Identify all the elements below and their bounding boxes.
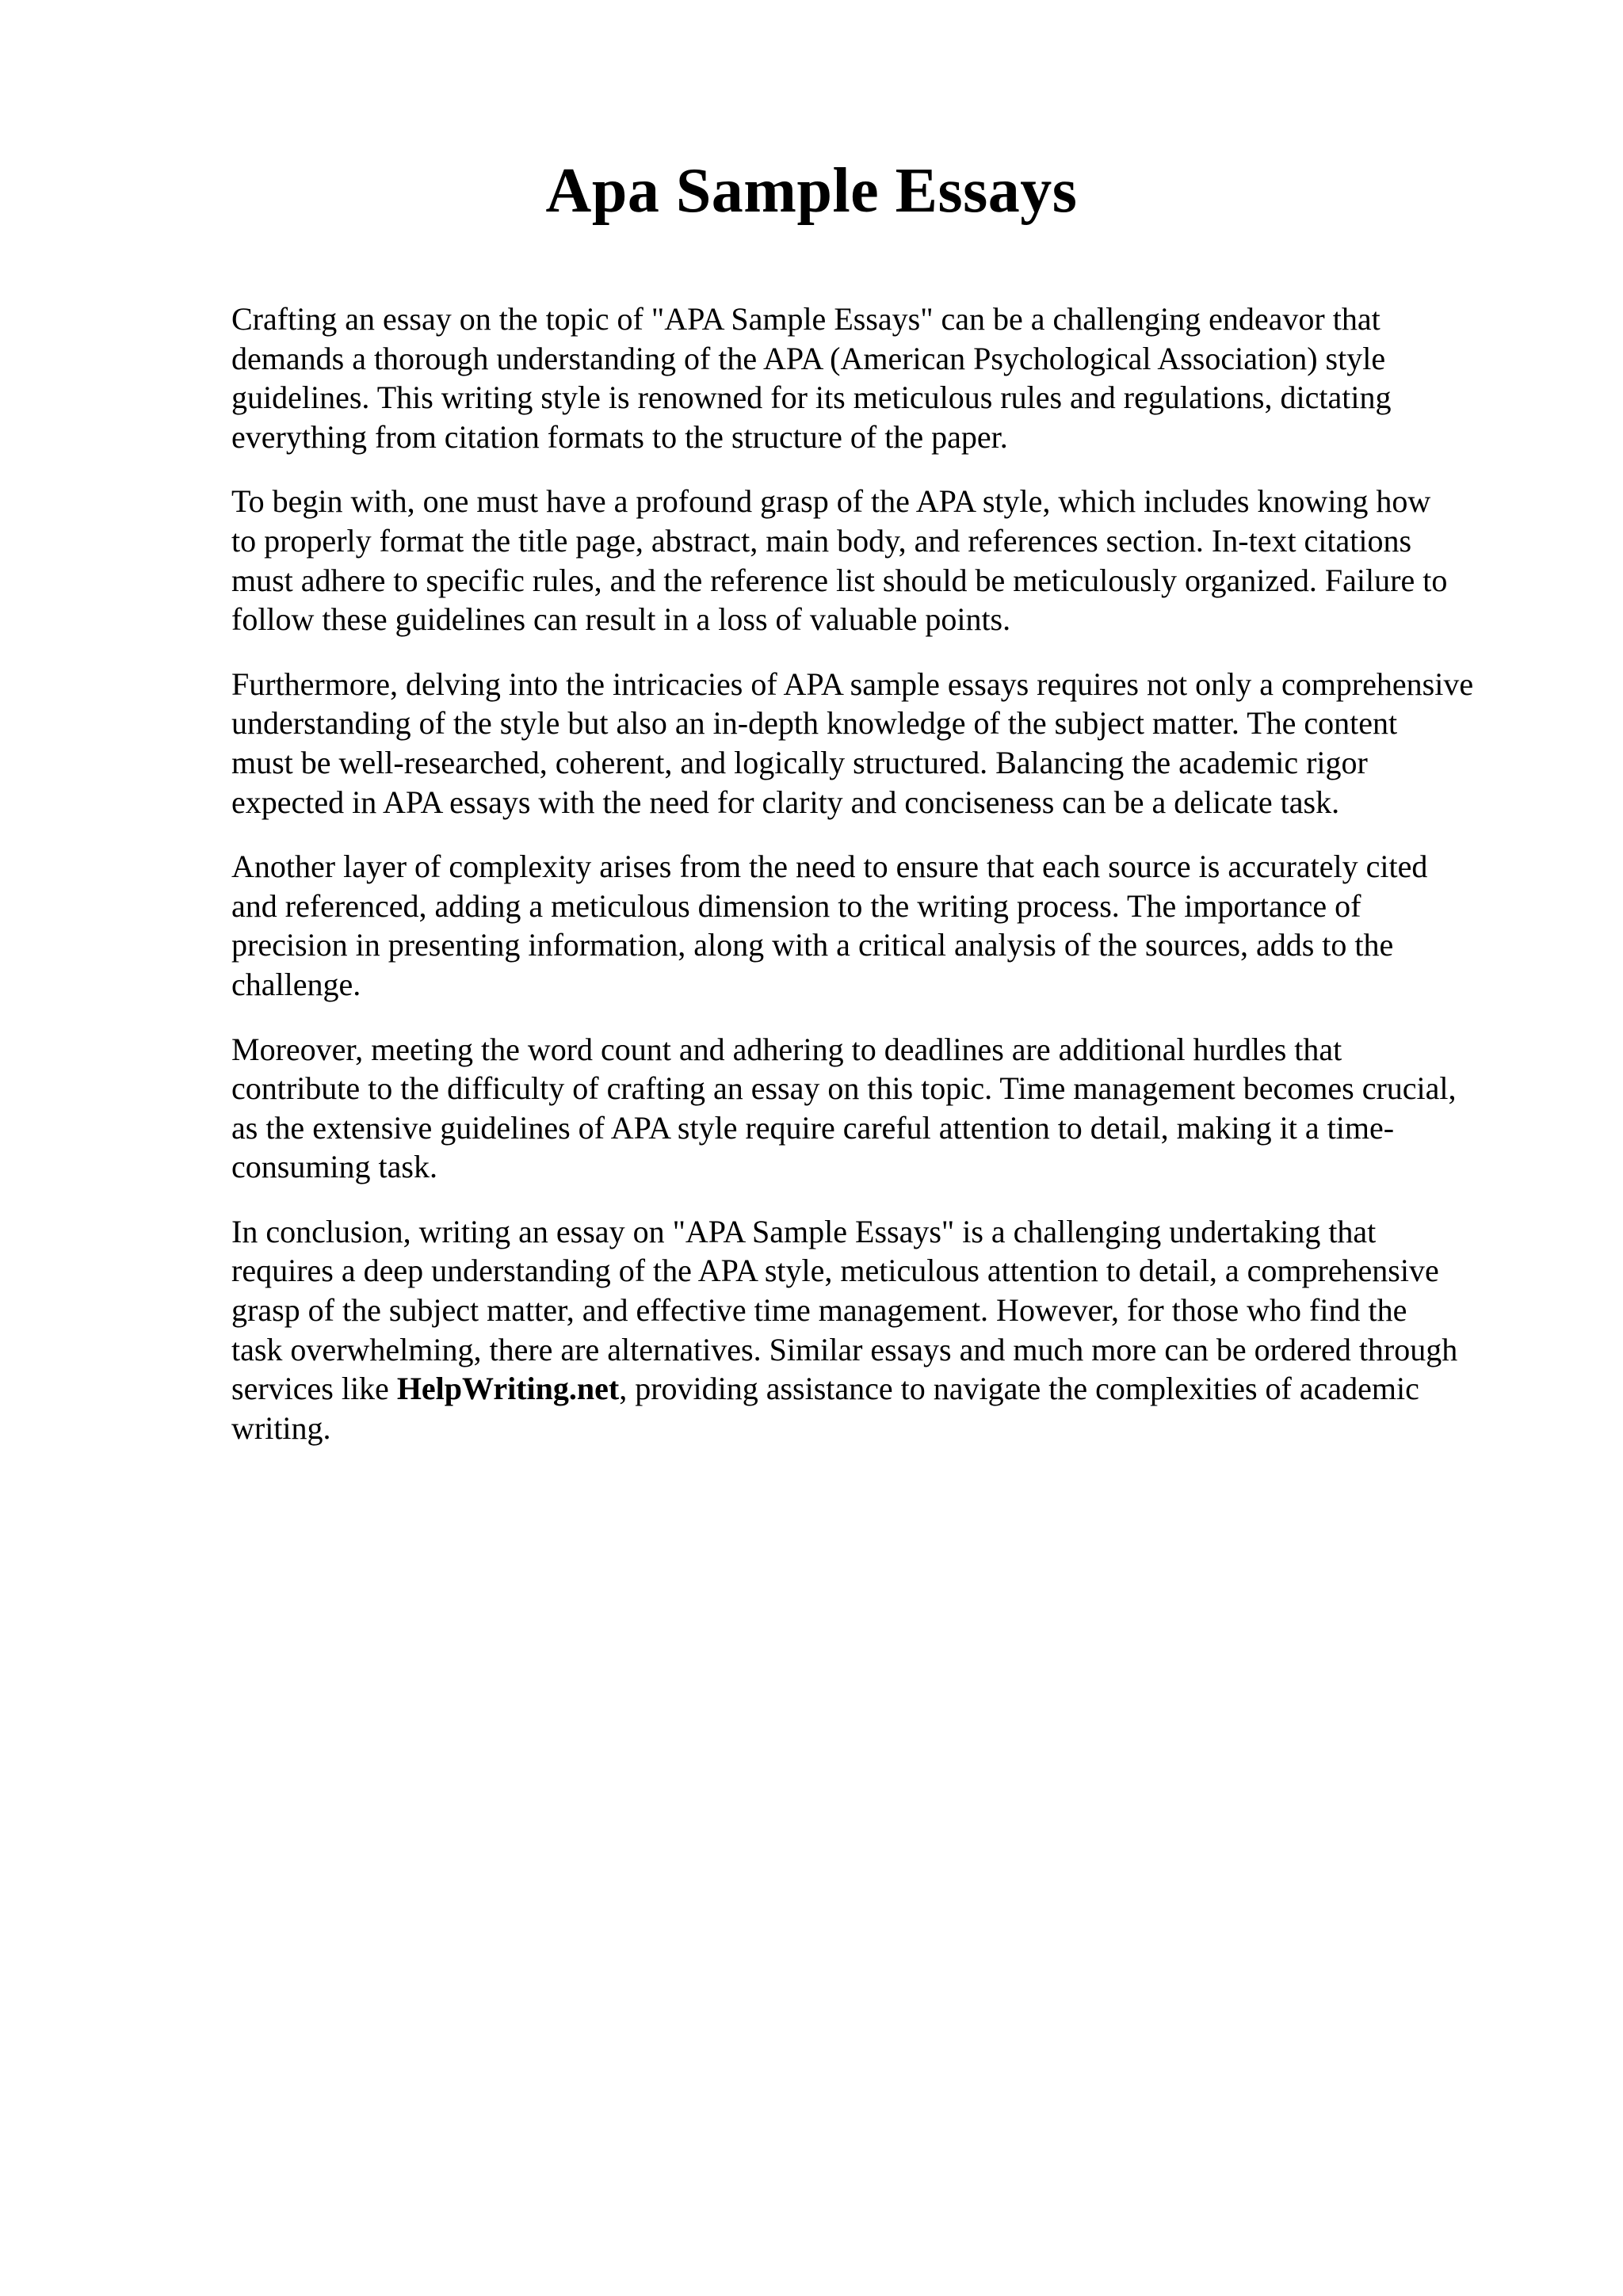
paragraph-4 (231, 847, 1547, 1004)
paragraph-line: expected in APA essays with the need for clarity and conciseness can be a delicate task. (231, 784, 1340, 820)
paragraph-line: Furthermore, delving into the intricacies of APA sample essays requires not only a comprehensive (231, 666, 1474, 702)
paragraph-line: writing. (231, 1409, 331, 1446)
paragraph-line: to properly format the title page, abstract, main body, and references section. In-text citations (231, 522, 1412, 559)
paragraph-line: requires a deep understanding of the APA style, meticulous attention to detail, a comprehensive (231, 1253, 1439, 1289)
paragraph-line: must adhere to specific rules, and the reference list should be meticulously organized. Failure to (231, 562, 1448, 598)
paragraph-line: and referenced, adding a meticulous dimension to the writing process. The importance of (231, 887, 1361, 924)
paragraph-1 (231, 299, 1547, 456)
paragraph-line: challenge. (231, 966, 361, 1002)
paragraph-5 (231, 1030, 1547, 1187)
paragraph-line: contribute to the difficulty of crafting an essay on this topic. Time management becomes crucial, (231, 1070, 1457, 1107)
brand-name: HelpWriting.net (396, 1371, 620, 1407)
paragraph-line (231, 1369, 1547, 1409)
paragraph-line: demands a thorough understanding of the APA (American Psychological Association) style (231, 340, 1386, 376)
paragraph-line: must be well-researched, coherent, and logically structured. Balancing the academic rigor (231, 744, 1368, 780)
paragraph-3 (231, 665, 1547, 822)
paragraph-line: In conclusion, writing an essay on "APA Sample Essays" is a challenging undertaking that (231, 1213, 1377, 1249)
paragraph-line: Moreover, meeting the word count and adhering to deadlines are additional hurdles that (231, 1031, 1342, 1067)
paragraph-line: consuming task. (231, 1149, 437, 1185)
paragraph-6 (231, 1212, 1547, 1448)
paragraph-line: understanding of the style but also an in-depth knowledge of the subject matter. The content (231, 705, 1398, 742)
paragraph-line: grasp of the subject matter, and effective time management. However, for those who find the (231, 1292, 1407, 1329)
paragraph-line: follow these guidelines can result in a loss of valuable points. (231, 601, 1011, 638)
paragraph-line: task overwhelming, there are alternatives. Similar essays and much more can be ordered through (231, 1331, 1458, 1367)
brand-line-before: services like (231, 1371, 397, 1407)
paragraph-line: guidelines. This writing style is renowned for its meticulous rules and regulations, dictating (231, 379, 1392, 416)
paragraph-line: Another layer of complexity arises from the need to ensure that each source is accurately cited (231, 849, 1428, 885)
paragraph-line: precision in presenting information, along with a critical analysis of the sources, adds to the (231, 927, 1394, 963)
paragraph-2 (231, 482, 1547, 639)
page-title: Apa Sample Essays (545, 156, 1078, 226)
brand-line-after: , providing assistance to navigate the complexities of academic (619, 1371, 1419, 1407)
paragraph-line: Crafting an essay on the topic of "APA Sample Essays" can be a challenging endeavor that (231, 301, 1381, 337)
paragraph-line: To begin with, one must have a profound grasp of the APA style, which includes knowing how (231, 483, 1431, 520)
paragraph-line: everything from citation formats to the structure of the paper. (231, 418, 1008, 455)
document-body (231, 299, 1547, 1473)
paragraph-line: as the extensive guidelines of APA style require careful attention to detail, making it a time- (231, 1109, 1395, 1146)
